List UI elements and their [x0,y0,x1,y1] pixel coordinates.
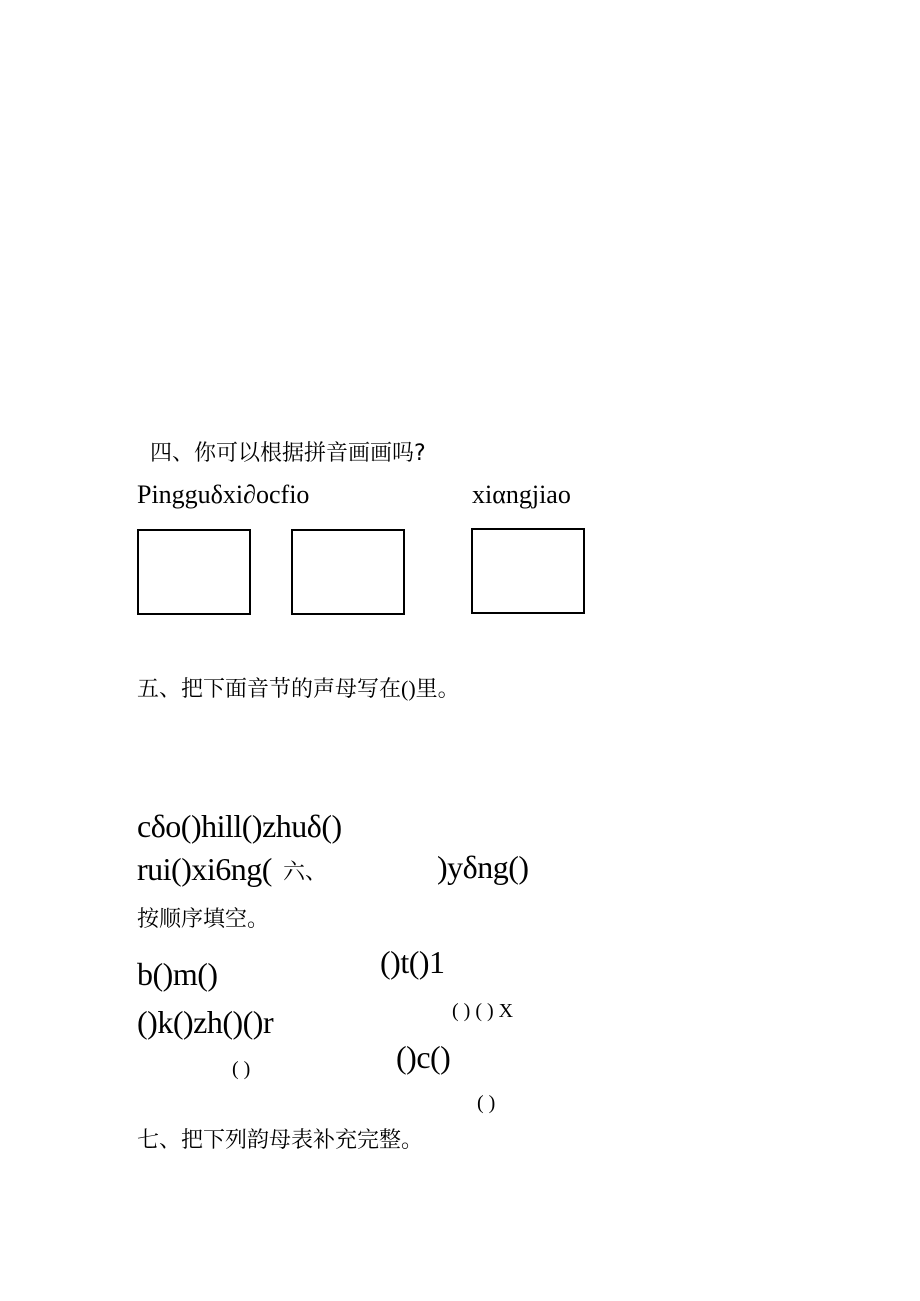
drawing-box-2[interactable] [291,529,405,615]
pinyin-prompt-right: xiαngjiao [472,480,571,509]
sequence-row-1-left: b()m() [137,956,218,992]
sequence-row-1-right: ()t()1 [380,944,445,980]
pinyin-prompt-left: Pingguδxi∂ocfio [137,480,310,509]
sequence-row-3-right: ()c() [396,1039,451,1075]
syllable-line-2-right: )yδng() [437,849,529,885]
drawing-box-1[interactable] [137,529,251,615]
section-4-title: 四、你可以根据拼音画画吗? [150,441,426,466]
sequence-row-4-right: ( ) [477,1092,496,1114]
section-7-title: 七、把下列韵母表补充完整。 [137,1127,424,1152]
sequence-row-2-left: ()k()zh()()r [137,1004,274,1040]
sequence-row-2-right: ( ) ( ) X [452,1000,514,1022]
syllable-line-2-left: rui()xi6ng( [137,851,272,887]
syllable-line-1: cδo()hill()zhuδ() [137,808,342,844]
drawing-box-3[interactable] [471,528,585,614]
sequence-row-3-left: ( ) [232,1058,251,1080]
section-6-title: 按顺序填空。 [137,906,270,931]
section-6-number: 六、 [283,859,328,884]
section-5-title: 五、把下面音节的声母写在()里。 [137,676,460,701]
